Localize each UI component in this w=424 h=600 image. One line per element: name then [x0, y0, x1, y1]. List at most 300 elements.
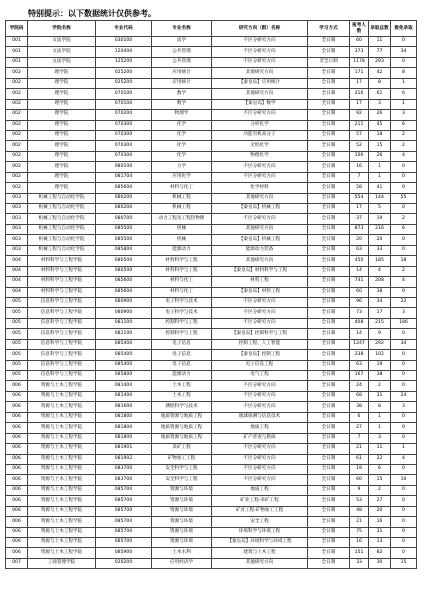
table-row [6, 120, 417, 130]
major-code-cell: 085400 [96, 360, 152, 370]
research-direction-cell: 能源动力装备 [212, 245, 308, 255]
applicants-cell: 373 [350, 47, 369, 57]
recommended-cell: 0 [391, 412, 417, 422]
major-name-cell: 公共管理 [152, 47, 212, 57]
table-row [6, 99, 417, 109]
major-code-cell: 085700 [96, 496, 152, 506]
recommended-cell: 55 [391, 193, 417, 203]
major-name-cell: 资源与环境 [152, 527, 212, 537]
research-direction-cell: 不区分研究方向 [212, 318, 308, 328]
major-code-cell: 085500 [96, 224, 152, 234]
admitted-cell: 8 [369, 78, 391, 88]
major-code-cell: 070300 [96, 130, 152, 140]
college-name-cell: 理学院 [28, 120, 96, 130]
recommended-cell: 0 [391, 235, 417, 245]
table-row [6, 548, 417, 558]
college-name-cell: 信息科学与工程学院 [28, 308, 96, 318]
research-direction-cell: 【秦皇岛】机械工程 [212, 204, 308, 214]
admitted-cell: 11 [369, 37, 391, 47]
major-name-cell: 土木工程 [152, 391, 212, 401]
college-name-cell: 资源与土木工程学院 [28, 444, 96, 454]
major-name-cell: 应用统计 [152, 68, 212, 78]
major-name-cell: 应用经济学 [152, 558, 212, 568]
research-direction-cell: 【秦皇岛】控制工程 [212, 350, 308, 360]
study-mode-cell: 全日制 [308, 172, 350, 182]
admitted-cell: 33 [369, 245, 391, 255]
college-name-cell: 材料科学与工程学院 [28, 277, 96, 287]
major-name-cell: 机械 [152, 235, 212, 245]
admitted-cell: 19 [369, 214, 391, 224]
table-row [6, 527, 417, 537]
college-name-cell: 文法学院 [28, 47, 96, 57]
major-code-cell: 085400 [96, 339, 152, 349]
table-row [6, 256, 417, 266]
admitted-cell: 3 [369, 99, 391, 109]
recommended-cell: 0 [391, 506, 417, 516]
college-code-cell: 002 [6, 110, 28, 120]
major-code-cell: 125200 [96, 57, 152, 67]
college-name-cell: 资源与土木工程学院 [28, 454, 96, 464]
college-name-cell: 理学院 [28, 68, 96, 78]
research-direction-cell: 环境科学与环境工程 [212, 527, 308, 537]
major-name-cell: 资源与环境 [152, 496, 212, 506]
study-mode-cell: 全日制 [308, 464, 350, 474]
major-name-cell: 化学 [152, 120, 212, 130]
recommended-cell: 2 [391, 266, 417, 276]
table-row [6, 47, 417, 57]
admitted-cell: 16 [369, 517, 391, 527]
research-direction-cell: 矿业工程-矿物加工工程 [212, 506, 308, 516]
admitted-cell: 31 [369, 527, 391, 537]
study-mode-cell: 全日制 [308, 329, 350, 339]
major-code-cell: 085700 [96, 527, 152, 537]
applicants-cell: 53 [350, 496, 369, 506]
college-name-cell: 理学院 [28, 110, 96, 120]
college-code-cell: 006 [6, 496, 28, 506]
major-name-cell: 控制科学与工程 [152, 318, 212, 328]
study-mode-cell: 全日制 [308, 89, 350, 99]
major-code-cell: 081100 [96, 329, 152, 339]
major-name-cell: 安全科学与工程 [152, 464, 212, 474]
major-name-cell: 动力工程及工程热物理 [152, 214, 212, 224]
study-mode-cell: 全日制 [308, 235, 350, 245]
table-row [6, 130, 417, 140]
study-mode-cell: 全日制 [308, 485, 350, 495]
table-row [6, 172, 417, 182]
major-name-cell: 矿物加工工程 [152, 454, 212, 464]
admitted-cell: 82 [369, 548, 391, 558]
major-name-cell: 电子科学与技术 [152, 308, 212, 318]
major-code-cell: 080100 [96, 162, 152, 172]
college-code-cell: 004 [6, 266, 28, 276]
admitted-cell: 5 [369, 204, 391, 214]
research-direction-cell: 不区分研究方向 [212, 297, 308, 307]
college-name-cell: 材料科学与工程学院 [28, 287, 96, 297]
research-direction-cell: 地球探测与信息技术 [212, 412, 308, 422]
header-applicants: 报考人数 [350, 21, 369, 37]
study-mode-cell: 全日制 [308, 433, 350, 443]
study-mode-cell: 全日制 [308, 162, 350, 172]
applicants-cell: 75 [350, 527, 369, 537]
research-direction-cell: 不区分研究方向 [212, 381, 308, 391]
research-direction-cell: 不区分研究方向 [212, 37, 308, 47]
major-code-cell: 025200 [96, 68, 152, 78]
major-name-cell: 资源与环境 [152, 506, 212, 516]
college-name-cell: 机械工程与自动化学院 [28, 193, 96, 203]
recommended-cell: 0 [391, 548, 417, 558]
applicants-cell: 33 [350, 558, 369, 568]
recommended-cell: 4 [391, 454, 417, 464]
college-code-cell: 002 [6, 151, 28, 161]
applicants-cell: 37 [350, 214, 369, 224]
table-row [6, 329, 417, 339]
study-mode-cell: 非全日制 [308, 57, 350, 67]
header-recommended: 推免录取 [391, 21, 417, 37]
header-college-code: 学院码 [6, 21, 28, 37]
recommended-cell: 3 [391, 110, 417, 120]
study-mode-cell: 全日制 [308, 371, 350, 381]
table-row [6, 475, 417, 485]
recommended-cell: 0 [391, 204, 417, 214]
table-row [6, 454, 417, 464]
research-direction-cell: 电子信息工程 [212, 360, 308, 370]
major-name-cell: 机械 [152, 224, 212, 234]
research-direction-cell: 分析化学 [212, 120, 308, 130]
recommended-cell: 0 [391, 162, 417, 172]
college-name-cell: 资源与土木工程学院 [28, 423, 96, 433]
applicants-cell: 60 [350, 37, 369, 47]
recommended-cell: 0 [391, 496, 417, 506]
college-code-cell: 005 [6, 360, 28, 370]
college-code-cell: 006 [6, 402, 28, 412]
college-name-cell: 资源与土木工程学院 [28, 381, 96, 391]
study-mode-cell: 全日制 [308, 391, 350, 401]
header-college-name: 学院名称 [28, 21, 96, 37]
admitted-cell: 18 [369, 130, 391, 140]
major-name-cell: 资源与环境 [152, 538, 212, 548]
research-direction-cell: 其他研究方向 [212, 224, 308, 234]
recommended-cell: 0 [391, 371, 417, 381]
admitted-cell: 3 [369, 433, 391, 443]
admitted-cell: 293 [369, 57, 391, 67]
major-code-cell: 085600 [96, 277, 152, 287]
table-row [6, 464, 417, 474]
major-name-cell: 土木工程 [152, 381, 212, 391]
admitted-cell: 2 [369, 381, 391, 391]
major-code-cell: 085600 [96, 183, 152, 193]
header-row [6, 21, 417, 37]
research-direction-cell: 不区分研究方向 [212, 162, 308, 172]
college-code-cell: 006 [6, 548, 28, 558]
admitted-cell: 27 [369, 496, 391, 506]
study-mode-cell: 全日制 [308, 277, 350, 287]
applicants-cell: 151 [350, 548, 369, 558]
recommended-cell: 1 [391, 78, 417, 88]
applicants-cell: 20 [350, 235, 369, 245]
admitted-cell: 41 [369, 183, 391, 193]
study-mode-cell: 全日制 [308, 423, 350, 433]
study-mode-cell: 全日制 [308, 517, 350, 527]
applicants-cell: 57 [350, 130, 369, 140]
major-code-cell: 080200 [96, 193, 152, 203]
applicants-cell: 21 [350, 517, 369, 527]
table-row [6, 235, 417, 245]
table-row [6, 204, 417, 214]
research-direction-cell: 不区分研究方向 [212, 308, 308, 318]
college-code-cell: 003 [6, 204, 28, 214]
applicants-cell: 63 [350, 245, 369, 255]
admitted-cell: 26 [369, 151, 391, 161]
admitted-cell: 38 [369, 371, 391, 381]
study-mode-cell: 全日制 [308, 120, 350, 130]
college-code-cell: 002 [6, 120, 28, 130]
research-direction-cell: 不区分研究方向 [212, 57, 308, 67]
recommended-cell: 0 [391, 381, 417, 391]
college-name-cell: 理学院 [28, 172, 96, 182]
header-admitted: 录取总数 [369, 21, 391, 37]
recommended-cell: 0 [391, 464, 417, 474]
college-name-cell: 资源与土木工程学院 [28, 496, 96, 506]
table-row [6, 89, 417, 99]
study-mode-cell: 全日制 [308, 99, 350, 109]
applicants-cell: 14 [350, 266, 369, 276]
major-name-cell: 能源动力 [152, 245, 212, 255]
admitted-cell: 1 [369, 162, 391, 172]
major-code-cell: 081800 [96, 423, 152, 433]
admitted-cell: 19 [369, 360, 391, 370]
major-code-cell: 081400 [96, 381, 152, 391]
applicants-cell: 873 [350, 224, 369, 234]
applicants-cell: 167 [350, 371, 369, 381]
major-code-cell: 081800 [96, 412, 152, 422]
applicants-cell: 16 [350, 538, 369, 548]
recommended-cell: 6 [391, 89, 417, 99]
applicants-cell: 21 [350, 444, 369, 454]
recommended-cell: 0 [391, 57, 417, 67]
table-row [6, 558, 417, 568]
major-name-cell: 机械工程 [152, 193, 212, 203]
study-mode-cell: 全日制 [308, 402, 350, 412]
table-row [6, 193, 417, 203]
recommended-cell: 8 [391, 68, 417, 78]
research-direction-cell: 其他研究方向 [212, 256, 308, 266]
recommended-cell: 15 [391, 558, 417, 568]
research-direction-cell: 建筑与土木工程 [212, 548, 308, 558]
major-name-cell: 地质资源与地质工程 [152, 423, 212, 433]
college-name-cell: 工商管理学院 [28, 558, 96, 568]
recommended-cell: 34 [391, 339, 417, 349]
college-name-cell: 理学院 [28, 183, 96, 193]
recommended-cell: 0 [391, 433, 417, 443]
admitted-cell: 215 [369, 318, 391, 328]
table-row [6, 224, 417, 234]
major-name-cell: 力学 [152, 162, 212, 172]
research-direction-cell: 其他研究方向 [212, 89, 308, 99]
table-row [6, 110, 417, 120]
major-code-cell: 085800 [96, 245, 152, 255]
research-direction-cell: 【秦皇岛】控制科学与工程 [212, 329, 308, 339]
admitted-cell: 22 [369, 454, 391, 464]
major-name-cell: 数学 [152, 89, 212, 99]
applicants-cell: 17 [350, 99, 369, 109]
major-name-cell: 电子信息 [152, 350, 212, 360]
research-direction-cell: 地质工程 [212, 485, 308, 495]
table-row [6, 277, 417, 287]
admitted-cell: 292 [369, 339, 391, 349]
major-name-cell: 资源与环境 [152, 517, 212, 527]
admitted-cell: 20 [369, 235, 391, 245]
college-code-cell: 006 [6, 454, 28, 464]
admitted-cell: 31 [369, 391, 391, 401]
major-name-cell: 电子科学与技术 [152, 297, 212, 307]
admitted-cell: 1 [369, 412, 391, 422]
table-row [6, 517, 417, 527]
applicants-cell: 17 [350, 78, 369, 88]
major-code-cell: 120400 [96, 47, 152, 57]
major-name-cell: 地质资源与地质工程 [152, 412, 212, 422]
study-mode-cell: 全日制 [308, 193, 350, 203]
applicants-cell: 58 [350, 183, 369, 193]
research-direction-cell: 物理化学 [212, 151, 308, 161]
admission-table-container [5, 20, 416, 569]
major-name-cell: 材料与化工 [152, 287, 212, 297]
research-direction-cell: 【秦皇岛】环境科学与环境工程 [212, 538, 308, 548]
table-row [6, 433, 417, 443]
research-direction-cell: 【秦皇岛】应用统计 [212, 78, 308, 88]
study-mode-cell: 全日制 [308, 538, 350, 548]
college-name-cell: 理学院 [28, 99, 96, 109]
research-direction-cell: 其他研究方向 [212, 193, 308, 203]
college-code-cell: 005 [6, 318, 28, 328]
header-major-name: 专业名称 [152, 21, 212, 37]
major-code-cell: 080900 [96, 308, 152, 318]
college-name-cell: 机械工程与自动化学院 [28, 235, 96, 245]
table-row [6, 496, 417, 506]
college-code-cell: 003 [6, 224, 28, 234]
recommended-cell: 1 [391, 99, 417, 109]
college-name-cell: 信息科学与工程学院 [28, 329, 96, 339]
major-code-cell: 080500 [96, 256, 152, 266]
recommended-cell: 0 [391, 360, 417, 370]
major-name-cell: 电子信息 [152, 360, 212, 370]
applicants-cell: 238 [350, 350, 369, 360]
major-code-cell: 085500 [96, 235, 152, 245]
major-name-cell: 公共管理 [152, 57, 212, 67]
study-mode-cell: 全日制 [308, 78, 350, 88]
research-direction-cell: 无机化学 [212, 141, 308, 151]
major-code-cell: 080500 [96, 266, 152, 276]
college-code-cell: 001 [6, 37, 28, 47]
study-mode-cell: 全日制 [308, 266, 350, 276]
study-mode-cell: 全日制 [308, 506, 350, 516]
applicants-cell: 554 [350, 193, 369, 203]
major-name-cell: 控制科学与工程 [152, 329, 212, 339]
applicants-cell: 408 [350, 318, 369, 328]
college-name-cell: 文法学院 [28, 37, 96, 47]
major-code-cell: 081600 [96, 402, 152, 412]
study-mode-cell: 全日制 [308, 339, 350, 349]
recommended-cell: 22 [391, 297, 417, 307]
research-direction-cell: 不区分研究方向 [212, 402, 308, 412]
table-row [6, 214, 417, 224]
college-name-cell: 资源与土木工程学院 [28, 506, 96, 516]
applicants-cell: 17 [350, 204, 369, 214]
research-direction-cell: 矿产普查与勘探 [212, 433, 308, 443]
study-mode-cell: 全日制 [308, 110, 350, 120]
recommended-cell: 0 [391, 172, 417, 182]
college-name-cell: 信息科学与工程学院 [28, 350, 96, 360]
major-code-cell: 081901 [96, 444, 152, 454]
study-mode-cell: 全日制 [308, 141, 350, 151]
study-mode-cell: 全日制 [308, 245, 350, 255]
table-row [6, 78, 417, 88]
college-code-cell: 006 [6, 517, 28, 527]
major-code-cell: 080200 [96, 204, 152, 214]
recommended-cell: 0 [391, 485, 417, 495]
college-code-cell: 005 [6, 350, 28, 360]
admitted-cell: 1 [369, 172, 391, 182]
college-code-cell: 002 [6, 78, 28, 88]
college-code-cell: 004 [6, 277, 28, 287]
study-mode-cell: 全日制 [308, 297, 350, 307]
table-row [6, 391, 417, 401]
research-direction-cell: 功能有机高分子 [212, 130, 308, 140]
recommended-cell: 4 [391, 151, 417, 161]
study-mode-cell: 全日制 [308, 558, 350, 568]
applicants-cell: 16 [350, 162, 369, 172]
college-name-cell: 信息科学与工程学院 [28, 339, 96, 349]
study-mode-cell: 全日制 [308, 444, 350, 454]
research-direction-cell: 不区分研究方向 [212, 172, 308, 182]
admitted-cell: 208 [369, 277, 391, 287]
college-code-cell: 006 [6, 423, 28, 433]
recommended-cell: 2 [391, 130, 417, 140]
major-name-cell: 应用化学 [152, 172, 212, 182]
admitted-cell: 6 [369, 464, 391, 474]
table-row [6, 538, 417, 548]
applicants-cell: 61 [350, 454, 369, 464]
study-mode-cell: 全日制 [308, 68, 350, 78]
major-name-cell: 测绘科学与技术 [152, 402, 212, 412]
college-name-cell: 资源与土木工程学院 [28, 527, 96, 537]
study-mode-cell: 全日制 [308, 183, 350, 193]
college-code-cell: 006 [6, 444, 28, 454]
table-row [6, 371, 417, 381]
research-direction-cell: 【秦皇岛】材料工程 [212, 287, 308, 297]
research-direction-cell: 矿业工程-采矿工程 [212, 496, 308, 506]
research-direction-cell: 其他研究方向 [212, 68, 308, 78]
admitted-cell: 11 [369, 444, 391, 454]
college-code-cell: 004 [6, 256, 28, 266]
college-name-cell: 信息科学与工程学院 [28, 371, 96, 381]
recommended-cell: 0 [391, 423, 417, 433]
college-name-cell: 资源与土木工程学院 [28, 517, 96, 527]
table-row [6, 412, 417, 422]
college-name-cell: 文法学院 [28, 57, 96, 67]
recommended-cell: 0 [391, 527, 417, 537]
college-code-cell: 002 [6, 172, 28, 182]
college-name-cell: 材料科学与工程学院 [28, 266, 96, 276]
table-row [6, 287, 417, 297]
recommended-cell: 0 [391, 183, 417, 193]
applicants-cell: 19 [350, 464, 369, 474]
research-direction-cell: 不区分研究方向 [212, 444, 308, 454]
applicants-cell: 27 [350, 423, 369, 433]
major-name-cell: 安全科学与工程 [152, 475, 212, 485]
major-code-cell: 070300 [96, 120, 152, 130]
table-header [6, 21, 417, 37]
admitted-cell: 38 [369, 287, 391, 297]
